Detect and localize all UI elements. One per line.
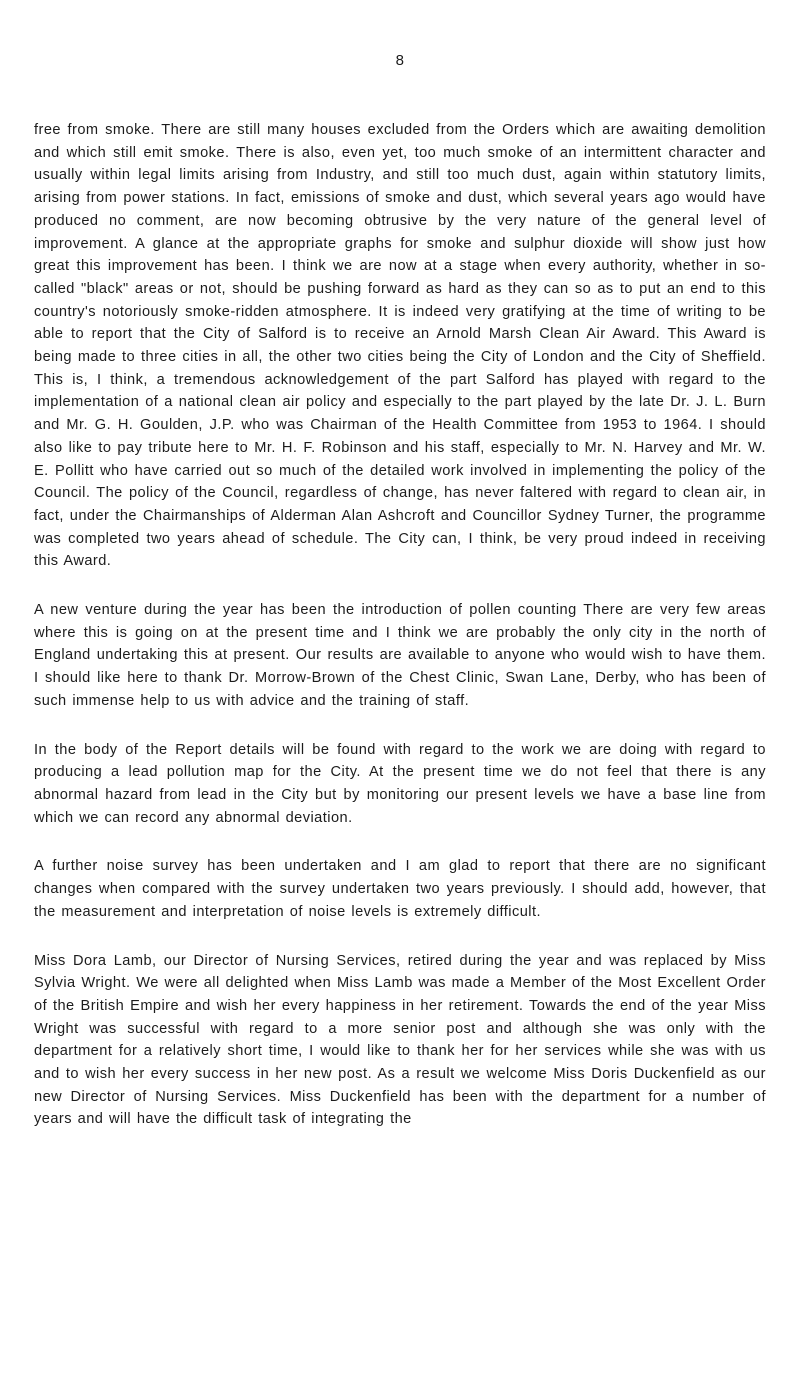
paragraph-nursing-services: Miss Dora Lamb, our Director of Nursing Services, retired during the year and was replaced by Miss Sylvia Wright. We were all delighted when Miss Lamb was made a Member of the Most Excellent Order of the British Empire and wish her every happiness in her retirement. Towards the end of the year Miss Wright was successful with regard to a more senior post and although she was only with the department for a relatively short time, I would like to thank her for her services while she was with us and to wish her every success in her new post. As a result we welcome Miss Doris Duckenfield as our new Director of Nursing Services. Miss Duckenfield has been with the department for a number of years and will have the difficult task of integrating the xyxy=(34,952,766,1128)
body-text xyxy=(34,119,766,1157)
paragraph-clean-air: free from smoke. There are still many houses excluded from the Orders which are awaiting demolition and which still emit smoke. There is also, even yet, too much smoke of an intermittent character and usually within legal limits arising from Industry, and still too much dust, again within statutory limits, arising from power stations. In fact, emissions of smoke and dust, which several years ago would have produced no comment, are now becoming obtrusive by the very nature of the general level of improvement. A glance at the appropriate graphs for smoke and sulphur dioxide will show just how great this improvement has been. I think we are now at a stage when every authority, whether in so-called "black" areas or not, should be pushing forward as hard as they can so as to put an end to this country's notoriously smoke-ridden atmosphere. It is indeed very gratifying at the time of writing to be able to report that the City of Salford is to receive an Arnold Marsh Clean Air Award. This Award is being made to three cities in all, the other two cities being the City of London and the City of Sheffield. This is, I think, a tremendous acknowledgement of the part Salford has played with regard to the implementation of a national clean air policy and especially to the part played by the late Dr. J. L. Burn and Mr. G. H. Goulden, J.P. who was Chairman of the Health Committee from 1953 to 1964. I should also like to pay tribute here to Mr. H. F. Robinson and his staff, especially to Mr. N. Harvey and Mr. W. E. Pollitt who have carried out so much of the detailed work involved in implementing the policy of the Council. The policy of the Council, regardless of change, has never faltered with regard to clean air, in fact, under the Chairmanships of Alderman Alan Ashcroft and Councillor Sydney Turner, the programme was completed two years ahead of schedule. The City can, I think, be very proud indeed in receiving this Award. xyxy=(34,122,766,570)
paragraph-pollen-counting: A new venture during the year has been the introduction of pollen counting There are very few areas where this is going on at the present time and I think we are probably the only city in the north of England undertaking this at present. Our results are available to anyone who would wish to have them. I should like here to thank Dr. Morrow-Brown of the Chest Clinic, Swan Lane, Derby, who has been of such immense help to us with advice and the training of staff. xyxy=(34,602,766,709)
page-number: 8 xyxy=(395,52,405,69)
paragraph-lead-pollution: In the body of the Report details will be found with regard to the work we are doing with regard to producing a lead pollution map for the City. At the present time we do not feel that there is any abnormal hazard from lead in the City but by monitoring our present levels we have a base line from which we can record any abnormal deviation. xyxy=(34,741,766,826)
paragraph-noise-survey: A further noise survey has been undertaken and I am glad to report that there are no significant changes when compared with the survey undertaken two years previously. I should add, however, that the measurement and interpretation of noise levels is extremely difficult. xyxy=(34,858,766,920)
